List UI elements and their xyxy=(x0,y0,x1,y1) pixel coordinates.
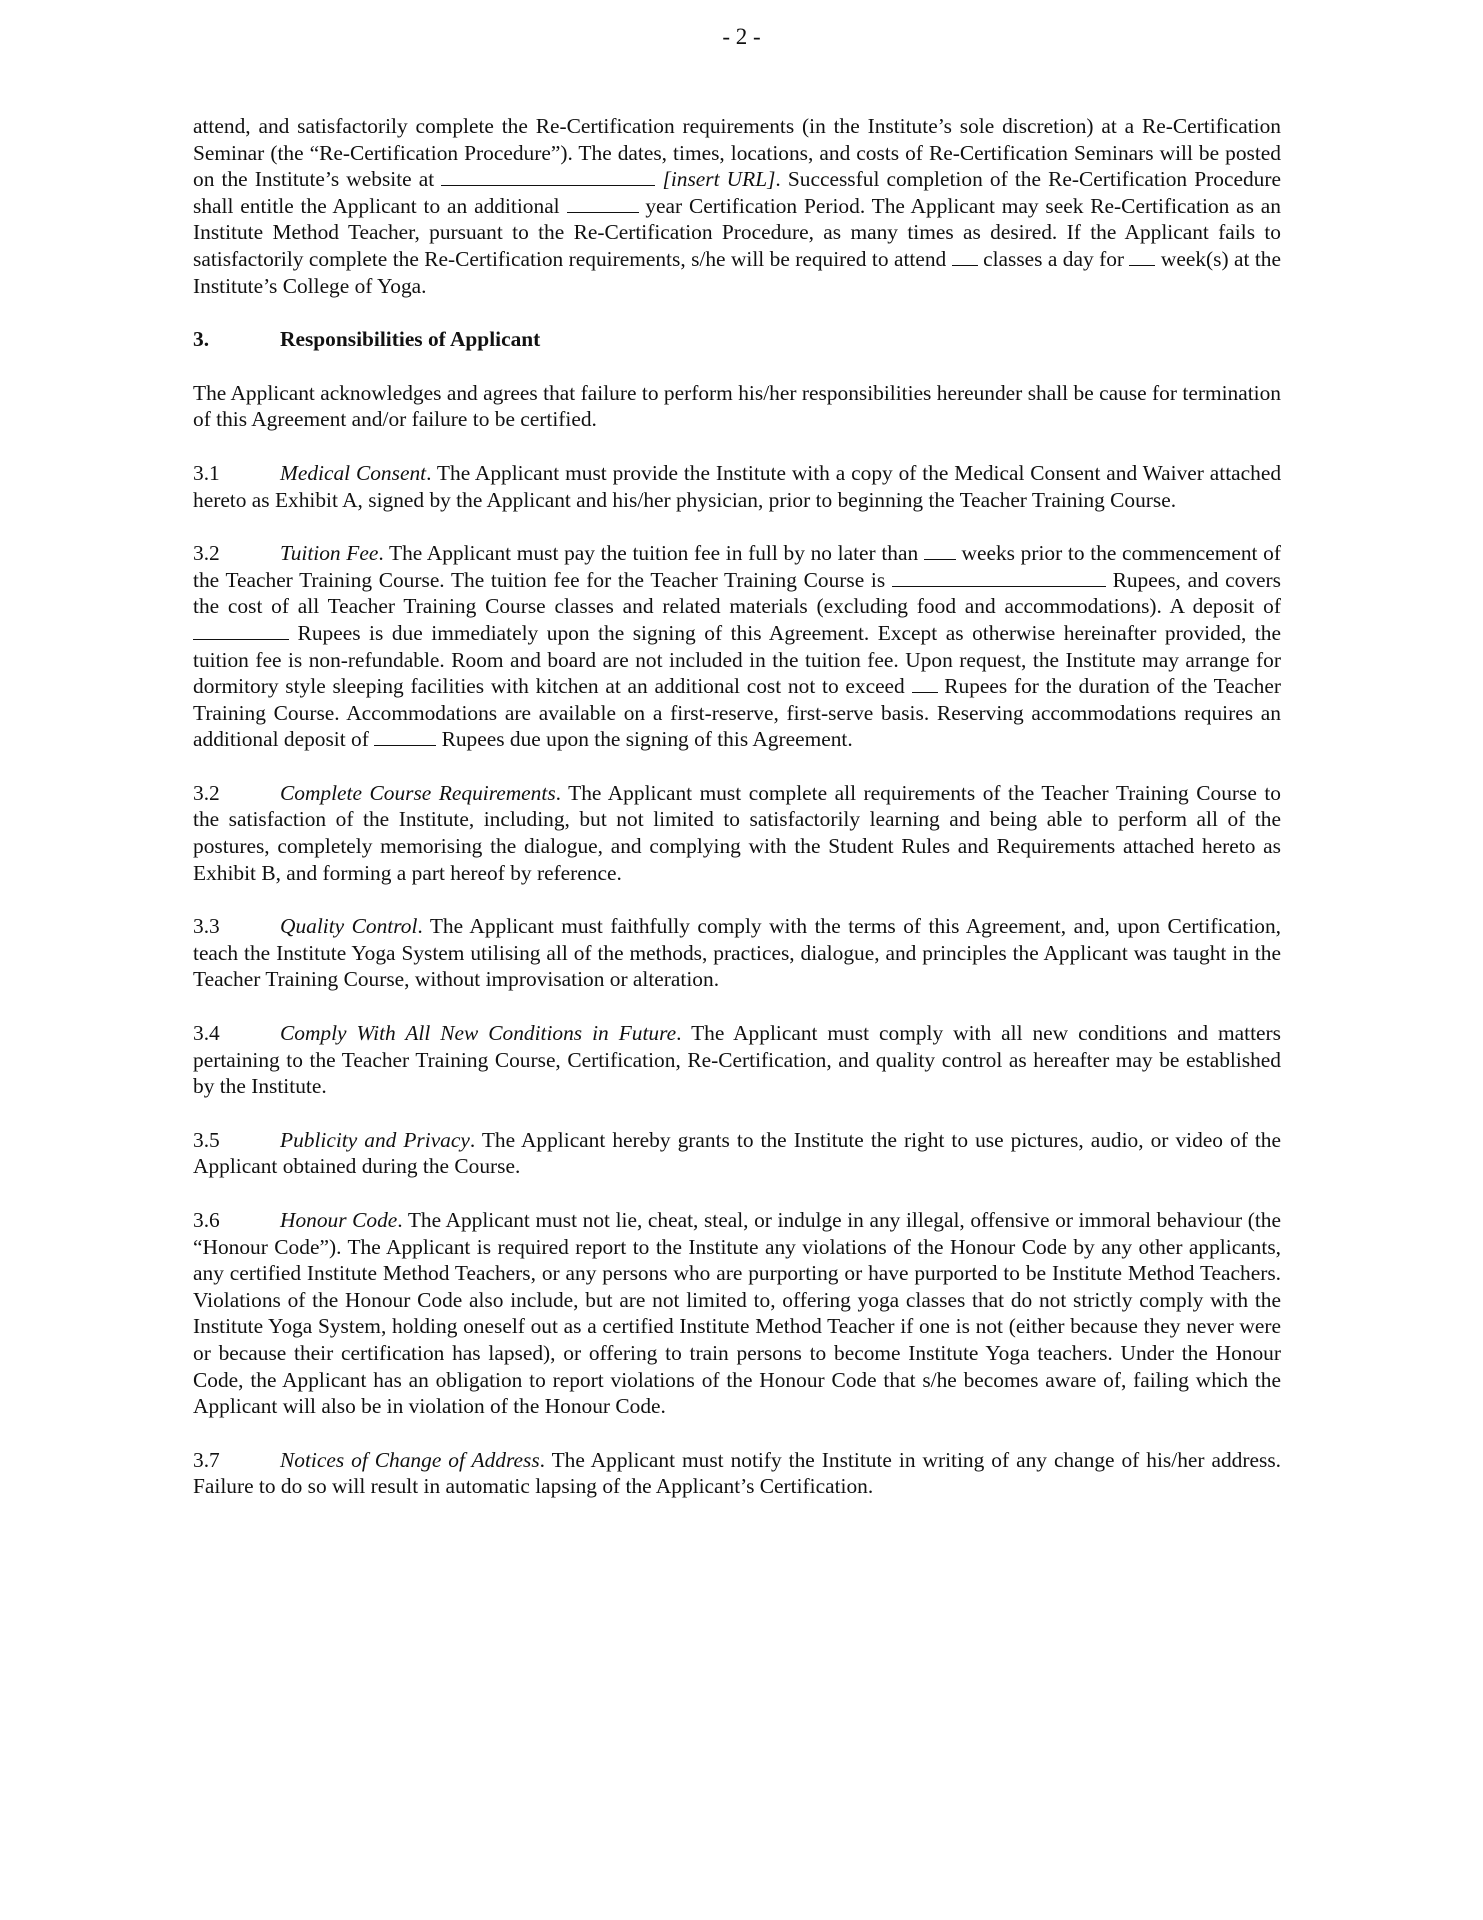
certification-years-blank xyxy=(567,195,639,213)
clause-3-2-requirements xyxy=(193,780,1281,886)
weeks-prior-blank xyxy=(924,542,956,560)
insert-url-placeholder: [insert URL] xyxy=(662,167,776,192)
classes-per-day-blank xyxy=(952,248,978,266)
clause-text: . The Applicant must provide the Institute with a copy of the Medical Consent and Waiver attached hereto as Exhibit A, signed by the Applicant and his/her physician, prior to beginning the Teacher Training Course. xyxy=(193,460,1282,512)
section-title: Responsibilities of Applicant xyxy=(280,327,541,352)
clause-title: Complete Course Requirements xyxy=(280,780,556,805)
clause-number: 3.2 xyxy=(193,541,220,566)
clause-number: 3.2 xyxy=(193,780,220,805)
clause-title: Quality Control xyxy=(280,914,418,939)
clause-3-2-tuition xyxy=(193,540,1281,753)
clause-text-6: Rupees due upon the signing of this Agreement. xyxy=(441,727,853,752)
clause-3-3 xyxy=(193,913,1281,993)
website-url-blank xyxy=(441,168,655,186)
page-number: - 2 - xyxy=(722,24,761,49)
clause-text-2: weeks prior to the commencement of the Teacher Training Course. The tuition fee for the Teacher Training Course is xyxy=(193,541,1281,592)
clause-text: . The Applicant must not lie, cheat, steal, or indulge in any illegal, offensive or immoral behaviour (the “Honour Code”). The Applicant is required report to the Institute any violations of the Honour Code by any other applicants, any certified Institute Method Teachers, or any persons who are purporting or have purported to be Institute Method Teachers. Violations of the Honour Code also include, but are not limited to, offering yoga classes that do not strictly comply with the Institute Yoga System, holding oneself out as a certified Institute Method Teacher if one is not (either because they never were or because their certification has lapsed), or offering to train persons to become Institute Yoga teachers. Under the Honour Code, the Applicant has an obligation to report violations of the Honour Code that s/he becomes aware of, failing which the Applicant will also be in violation of the Honour Code. xyxy=(193,1208,1281,1419)
clause-text: . The Applicant must complete all requirements of the Teacher Training Course to the satisfaction of the Institute, including, but not limited to satisfactorily learning and being able to perform all of the postures, completely memorising the dialogue, and complying with the Student Rules and Requirements attached hereto as Exhibit B, and forming a part hereof by reference. xyxy=(193,780,1281,885)
clause-number: 3.6 xyxy=(193,1208,220,1232)
clause-number: 3.1 xyxy=(193,460,220,485)
clause-title: Tuition Fee xyxy=(280,541,379,566)
clause-text: . The Applicant hereby grants to the Institute the right to use pictures, audio, or video of the Applicant obtained during the Course. xyxy=(193,1127,1281,1179)
clause-text: . The Applicant must comply with all new conditions and matters pertaining to the Teacher Training Course, Certification, Re-Certification, and quality control as hereafter may be established by the Institute. xyxy=(193,1021,1281,1099)
clause-text: . The Applicant must notify the Institute in writing of any change of his/her address. Failure to do so will result in automatic lapsing of the Applicant’s Certification. xyxy=(193,1447,1281,1499)
clause-number: 3.5 xyxy=(193,1127,220,1152)
clause-text-1: . The Applicant must pay the tuition fee in full by no later than xyxy=(378,541,919,566)
clause-title: Notices of Change of Address xyxy=(280,1447,540,1472)
clause-title: Publicity and Privacy xyxy=(280,1127,470,1152)
clause-3-6 xyxy=(193,1207,1281,1420)
section-number: 3. xyxy=(193,327,210,352)
clause-title: Comply With All New Conditions in Future xyxy=(280,1021,677,1046)
dormitory-cost-blank xyxy=(912,675,938,693)
clause-text: . The Applicant must faithfully comply with the terms of this Agreement, and, upon Certification, teach the Institute Yoga System utilising all of the methods, practices, dialogue, and principles the Applicant was taught in the Teacher Training Course, without improvisation or alteration. xyxy=(193,914,1281,992)
clause-number: 3.7 xyxy=(193,1447,220,1472)
intro-text-3: year Certification Period. The Applicant may seek Re-Certification as an Institute Method Teacher, pursuant to the Re-Certification Procedure, as many times as desired. If the Applicant fails to satisfactorily complete the Re-Certification requirements, s/he will be required to attend xyxy=(193,193,1281,271)
clause-3-7 xyxy=(193,1447,1281,1500)
section-3-heading xyxy=(193,326,1281,353)
intro-text-4: classes a day for xyxy=(983,246,1125,271)
clause-text-5: Rupees for the duration of the Teacher Training Course. Accommodations are available on a first-reserve, first-serve basis. Reserving accommodations requires an additional deposit of xyxy=(193,674,1281,752)
intro-text-5: week(s) at the Institute’s College of Yoga. xyxy=(193,246,1281,298)
accommodation-deposit-blank xyxy=(374,728,436,746)
intro-paragraph xyxy=(193,113,1281,299)
intro-text-2: . Successful completion of the Re-Certification Procedure shall entitle the Applicant to an additional xyxy=(193,167,1281,218)
clause-number: 3.3 xyxy=(193,914,220,939)
clause-title: Honour Code xyxy=(280,1208,398,1232)
clause-text-4: Rupees is due immediately upon the signing of this Agreement. Except as otherwise hereinafter provided, the tuition fee is non-refundable. Room and board are not included in the tuition fee. Upon request, the Institute may arrange for dormitory style sleeping facilities with kitchen at an additional cost not to exceed xyxy=(193,620,1281,699)
intro-text-1: attend, and satisfactorily complete the Re-Certification requirements (in the Institute’s sole discretion) at a Re-Certification Seminar (the “Re-Certification Procedure”). The dates, times, locations, and costs of Re-Certification Seminars will be posted on the Institute’s website at xyxy=(193,114,1281,192)
clause-3-4 xyxy=(193,1020,1281,1100)
clause-number: 3.4 xyxy=(193,1021,220,1046)
document-body xyxy=(193,113,1281,1527)
weeks-blank xyxy=(1129,248,1155,266)
clause-text-3: Rupees, and covers the cost of all Teacher Training Course classes and related materials (excluding food and accommodations). A deposit of xyxy=(193,567,1281,619)
deposit-amount-blank xyxy=(193,622,289,640)
tuition-amount-blank xyxy=(892,569,1106,587)
clause-title: Medical Consent xyxy=(280,460,427,485)
clause-3-5 xyxy=(193,1127,1281,1180)
section-3-intro: The Applicant acknowledges and agrees that failure to perform his/her responsibilities hereunder shall be cause for termination of this Agreement and/or failure to be certified. xyxy=(193,380,1281,432)
clause-3-1 xyxy=(193,460,1281,513)
